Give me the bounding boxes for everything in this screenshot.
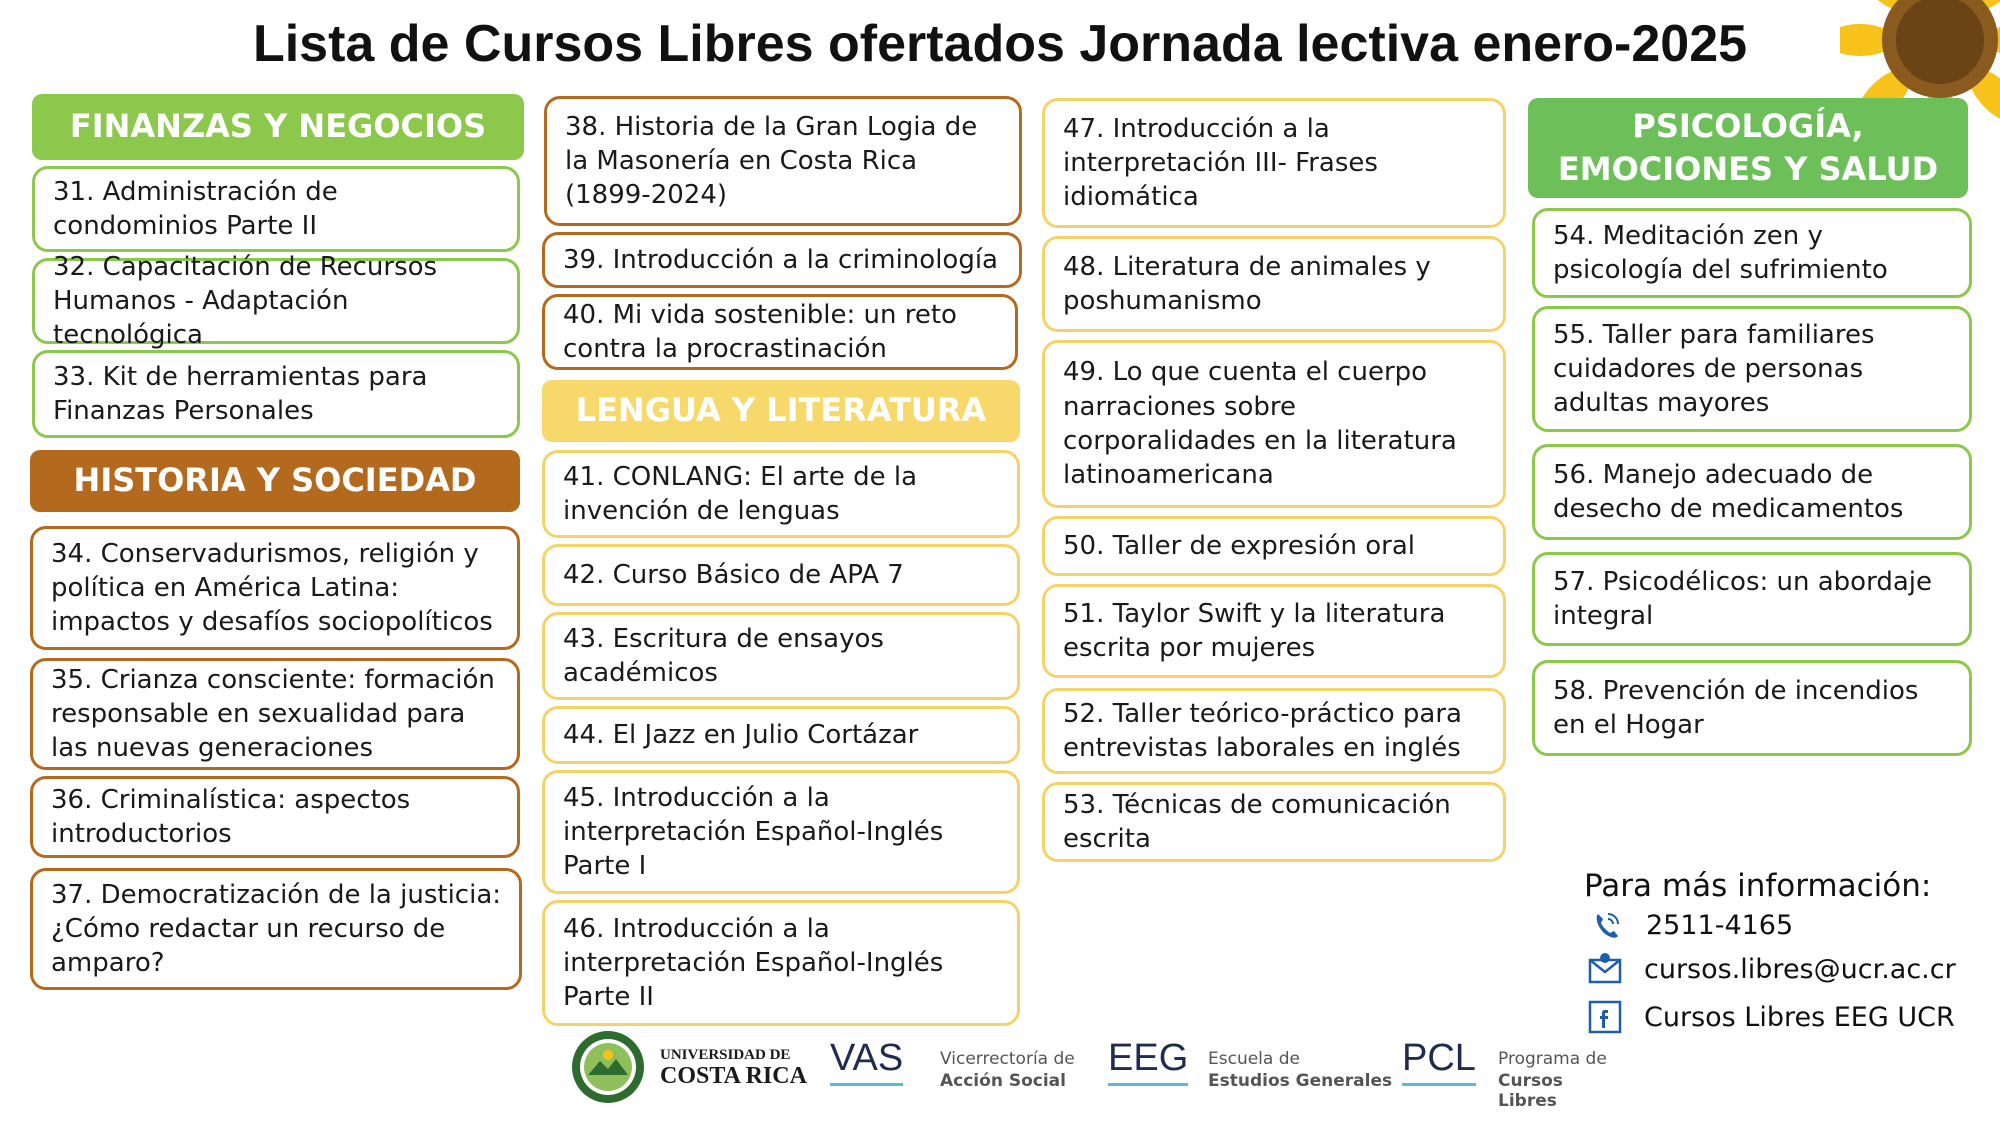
ucr-logo-line1: UNIVERSIDAD DE <box>660 1047 791 1063</box>
course-50: 50. Taller de expresión oral <box>1042 516 1506 576</box>
course-34: 34. Conservadurismos, religión y política en América Latina: impactos y desafíos sociopolíticos <box>30 526 520 650</box>
info-facebook <box>1588 1000 1955 1034</box>
course-33: 33. Kit de herramientas para Finanzas Personales <box>32 350 520 438</box>
eeg-logo-line1: Escuela de <box>1208 1049 1300 1069</box>
course-45: 45. Introducción a la interpretación Español-Inglés Parte I <box>542 770 1020 894</box>
logos-bar <box>560 1025 1620 1111</box>
ucr-seal-icon <box>570 1029 646 1105</box>
eeg-logo-line2: Estudios Generales <box>1208 1071 1393 1091</box>
email-icon <box>1588 952 1622 986</box>
category-historia: HISTORIA Y SOCIEDAD <box>30 450 520 512</box>
course-56: 56. Manejo adecuado de desecho de medicamentos <box>1532 444 1972 540</box>
course-51: 51. Taylor Swift y la literatura escrita por mujeres <box>1042 584 1506 678</box>
facebook-page[interactable]: Cursos Libres EEG UCR <box>1644 1001 1955 1033</box>
pcl-logo-line1: Programa de <box>1498 1049 1607 1069</box>
phone-icon <box>1590 908 1624 942</box>
course-54: 54. Meditación zen y psicología del sufrimiento <box>1532 208 1972 298</box>
category-lengua: LENGUA Y LITERATURA <box>542 380 1020 442</box>
course-37: 37. Democratización de la justicia: ¿Cómo redactar un recurso de amparo? <box>30 868 522 990</box>
info-email <box>1588 952 1956 986</box>
course-46: 46. Introducción a la interpretación Español-Inglés Parte II <box>542 900 1020 1026</box>
ucr-logo-line2: COSTA RICA <box>660 1063 807 1089</box>
course-55: 55. Taller para familiares cuidadores de personas adultas mayores <box>1532 306 1972 432</box>
page-title: Lista de Cursos Libres ofertados Jornada lectiva enero-2025 <box>252 15 1748 73</box>
course-52: 52. Taller teórico-práctico para entrevistas laborales en inglés <box>1042 688 1506 774</box>
category-psicologia <box>1528 98 1968 198</box>
info-phone <box>1590 908 1793 942</box>
pcl-logo: PCL <box>1402 1039 1476 1086</box>
course-57: 57. Psicodélicos: un abordaje integral <box>1532 552 1972 646</box>
course-39: 39. Introducción a la criminología <box>542 232 1022 288</box>
category-finanzas: FINANZAS Y NEGOCIOS <box>32 94 524 160</box>
vas-logo-line1: Vicerrectoría de <box>940 1049 1075 1069</box>
course-44: 44. El Jazz en Julio Cortázar <box>542 706 1020 764</box>
eeg-logo: EEG <box>1108 1039 1188 1086</box>
info-heading: Para más información: <box>1584 868 1932 904</box>
email-address[interactable]: cursos.libres@ucr.ac.cr <box>1644 953 1956 985</box>
course-31: 31. Administración de condominios Parte II <box>32 166 520 252</box>
course-40: 40. Mi vida sostenible: un reto contra la procrastinación <box>542 294 1018 370</box>
phone-number: 2511-4165 <box>1646 909 1794 941</box>
course-38: 38. Historia de la Gran Logia de la Masonería en Costa Rica (1899-2024) <box>544 96 1022 226</box>
course-35: 35. Crianza consciente: formación responsable en sexualidad para las nuevas generaciones <box>30 658 520 770</box>
category-psicologia-line2: EMOCIONES Y SALUD <box>1557 150 1939 188</box>
course-41: 41. CONLANG: El arte de la invención de lenguas <box>542 450 1020 538</box>
pcl-logo-line2: Cursos Libres <box>1498 1071 1563 1111</box>
course-47: 47. Introducción a la interpretación III- Frases idiomática <box>1042 98 1506 228</box>
course-42: 42. Curso Básico de APA 7 <box>542 544 1020 606</box>
course-53: 53. Técnicas de comunicación escrita <box>1042 782 1506 862</box>
course-36: 36. Criminalística: aspectos introductorios <box>30 776 520 858</box>
course-48: 48. Literatura de animales y poshumanismo <box>1042 236 1506 332</box>
category-psicologia-line1: PSICOLOGÍA, <box>1632 106 1864 145</box>
course-49: 49. Lo que cuenta el cuerpo narraciones sobre corporalidades en la literatura latinoamericana <box>1042 340 1506 508</box>
vas-logo: VAS <box>830 1039 903 1086</box>
course-58: 58. Prevención de incendios en el Hogar <box>1532 660 1972 756</box>
course-32: 32. Capacitación de Recursos Humanos - Adaptación tecnológica <box>32 258 520 344</box>
vas-logo-line2: Acción Social <box>940 1071 1066 1091</box>
course-43: 43. Escritura de ensayos académicos <box>542 612 1020 700</box>
